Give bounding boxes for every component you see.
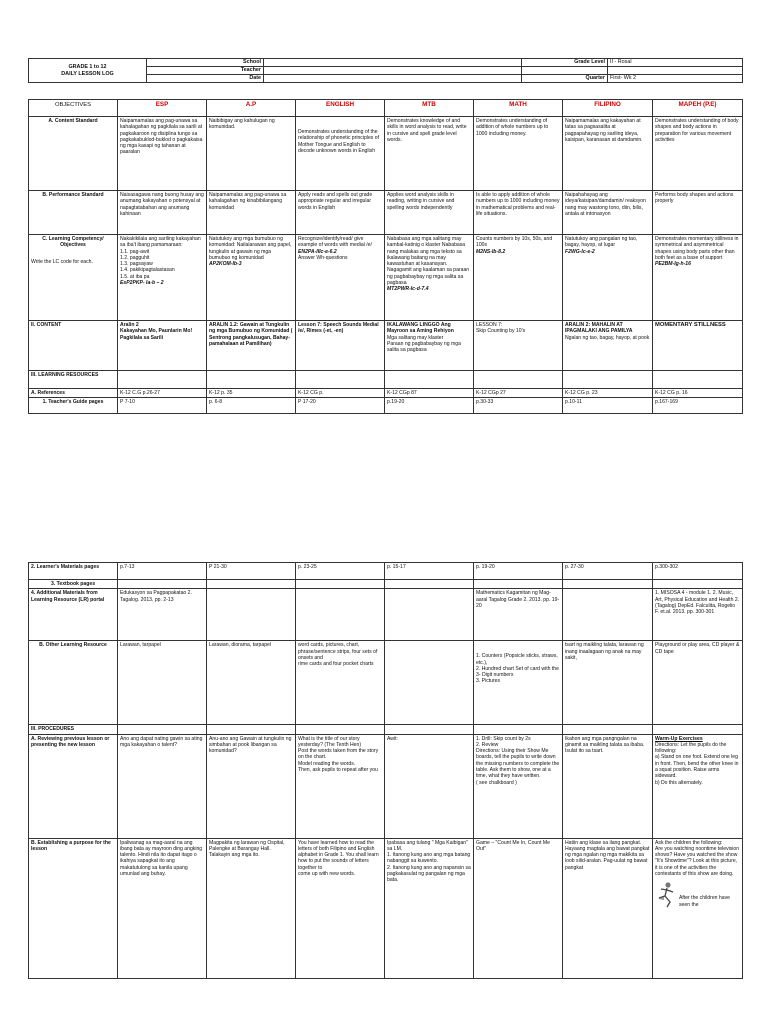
cell: K-12 CG p. xyxy=(296,389,385,398)
blank xyxy=(563,371,653,389)
row-label-reviewing: A. Reviewing previous lesson or presenting the new lesson xyxy=(29,734,118,838)
cell-text: Directions: Let the pupils do the following: a) Stand on one foot. Extend one leg in front. Then, bend the other knee in a squat position. Raise arms sideward. b) Do this alternately. xyxy=(655,741,739,786)
lc-code: EsP2PKP- Ia-b – 2 xyxy=(120,280,164,287)
cell: Applies word analysis skills in reading, writing in cursive and spelling words independently xyxy=(385,191,474,235)
cell: Demonstrates knowledge of and skills in word analysis to read, write in cursive and spell grade level words. xyxy=(385,117,474,191)
cell: Naisasagawa nang buong husay ang anumang kakayahan o potensyal at napagtatabahan ang anumang kahinaan xyxy=(118,191,207,235)
competency-note: Write the LC code for each. xyxy=(31,258,93,265)
cell: K-12 p. 35 xyxy=(207,389,296,398)
blank xyxy=(563,589,653,641)
blank xyxy=(385,641,474,725)
blank xyxy=(474,580,563,589)
cell: Awit: xyxy=(385,734,474,838)
blank xyxy=(608,67,743,75)
cell-text: Counts numbers by 10s, 50s, and 100s xyxy=(476,236,553,249)
cell: 1. Counters (Popsicle sticks, straws, etc.), 2. Hundred chart Set of card with the 3- Digit numbers 3. Pictures xyxy=(474,641,563,725)
row-label-establishing: B. Establishing a purpose for the lesson xyxy=(29,838,118,978)
objectives-header: OBJECTIVES xyxy=(29,100,118,117)
lesson-table-part2 xyxy=(28,562,743,979)
cell-text: ARALIN 2: MAHALIN AT IPAGMALAKI ANG PAMILYA xyxy=(565,322,633,335)
blank xyxy=(474,725,563,734)
log-title: DAILY LESSON LOG xyxy=(61,70,114,77)
blank xyxy=(563,580,653,589)
cell: Ikahon ang mga pangngalan na ginamit sa maikling talata sa ibaba. Isulat ito sa tsart. xyxy=(563,734,653,838)
cell: Ipabasa ang tulang " Mga Kaibigan" sa LM. 1. Itanong kung ano ang mga batang nabanggit sa kuwento. 2. Itanong kung ano ang napansin sa pagkakasulat ng pangalan ng mga bata. xyxy=(385,838,474,978)
subject-esp: ESP xyxy=(118,100,207,117)
cell-text: Answer Wh-questions xyxy=(298,254,348,261)
cell: ARALIN 1.2: Gawain at Tungkulin ng mga Bumubuo ng Komunidad ( Sentrong pangkalusugan, Bahay-pamahalaan at Pamilihan) xyxy=(207,321,296,371)
cell: Ipaliwanag sa mag-aaral na ang ibang bata ay mayroon ding angking talento. Hindi nila ito dapat itago o ikahiya sapagkat ito ang makatutulong sa kanila upang umunlad ang buhay. xyxy=(118,838,207,978)
cell: Demonstrates understanding of the relationship of phonetic principles of Mother Tongue and English to decode unknown words in English xyxy=(296,117,385,191)
row-label-performance-standard: B. Performance Standard xyxy=(29,191,118,235)
row-label-textbook: 3. Textbook pages xyxy=(29,580,118,589)
cell-title: Warm-Up Exercises xyxy=(655,735,703,742)
cell: Is able to apply addition of whole numbers up to 1000 including money in mathematical problems and real-life situations. xyxy=(474,191,563,235)
cell: K-12 C.G p.26-27 xyxy=(118,389,207,398)
row-label-teachers-guide: 1. Teacher's Guide pages xyxy=(29,398,118,414)
blank xyxy=(296,580,385,589)
cell xyxy=(563,235,653,321)
blank xyxy=(207,371,296,389)
subject-ap: A.P xyxy=(207,100,296,117)
blank xyxy=(522,67,608,75)
cell xyxy=(653,235,743,321)
school-label: School xyxy=(147,59,264,67)
cell: p. 27-30 xyxy=(563,563,653,580)
subject-english: ENGLISH xyxy=(296,100,385,117)
picture-row xyxy=(655,881,740,908)
date-label: Date xyxy=(147,75,264,83)
cell xyxy=(118,235,207,321)
blank xyxy=(207,589,296,641)
cell: p. 23-25 xyxy=(296,563,385,580)
cell: p.300-302 xyxy=(653,563,743,580)
cell: K-12 CGp 87 xyxy=(385,389,474,398)
cell: Naipamamalas ang kakayahan at tatas sa pagsasalita at pagpapahayag ng sariling ideya, kaisipan, karanasan at damdamin. xyxy=(563,117,653,191)
row-label-competency-cell xyxy=(29,235,118,321)
cell: Demonstrates understanding of body shapes and body actions in preparation for various movement activities xyxy=(653,117,743,191)
quarter-label: Quarter xyxy=(522,75,608,83)
row-label-additional: 4. Additional Materials from Learning Resource (LR) portal xyxy=(29,589,118,641)
cell-text: Nababasa ang mga salitang may kambal-katinig o klaster Nababasa nang malakas ang mga teksto sa ikalawang baitang na may kawastuhan at kasanayan. Nagagamit ang kaalaman sa paraan ng pagbabaybay ng mga salita sa pagbasa xyxy=(387,236,470,287)
header-table xyxy=(28,58,743,83)
subject-mapeh: MAPEH (P.E) xyxy=(653,100,743,117)
lc-code: MT2PWR-Ic-d-7.4 xyxy=(387,286,429,293)
row-label-learners-materials: 2. Learner's Materials pages xyxy=(29,563,118,580)
blank xyxy=(118,725,207,734)
cell: Edukasyon sa Pagpapakatao 2. Tagalog. 2013. pp. 2-13 xyxy=(118,589,207,641)
blank xyxy=(385,580,474,589)
cell: Performs body shapes and actions properly xyxy=(653,191,743,235)
log-title-cell xyxy=(29,59,147,83)
cell: p. 15-17 xyxy=(385,563,474,580)
cell-text: After the children have seen the xyxy=(679,895,730,908)
lc-code: AP2KOM-Ib-3 xyxy=(209,261,242,268)
cell: tsart ng maikling talata, larawan ng inang inaalagaan ng anak na may sakit, xyxy=(563,641,653,725)
cell xyxy=(653,734,743,838)
blank xyxy=(296,725,385,734)
cell: Anu-ano ang Gawain at tungkulin ng simbahan at pook libangan sa komunidad? xyxy=(207,734,296,838)
dancer-picture-icon xyxy=(655,881,677,909)
cell: P 7-10 xyxy=(118,398,207,414)
cell-text: Ngalan ng tao, bagay, hayop, at pook xyxy=(565,334,650,341)
cell: Naipamamalas ang pag-unawa sa kahalagahan ng kinabibilangang komunidad xyxy=(207,191,296,235)
grade-level-label: Grade Level xyxy=(522,59,608,67)
cell: What is the title of our story yesterday? (The Tenth Hen) Post the words taken from the story on the chart. Model reading the words. Then, ask pupils to repeat after you xyxy=(296,734,385,838)
cell: p. 6-8 xyxy=(207,398,296,414)
cell: Naipamamalas ang pag-unawa sa kahalagahan ng pagkilala sa sarili at pagkakaroon ng disiplina tungo sa pagkakabuklod-buklod o pagkakaisa ng mga kasapi ng tahanan at paaralan xyxy=(118,117,207,191)
blank xyxy=(474,371,563,389)
cell: 1. MISOSA 4 - module 1. 2. Music, Art, Physical Education and Health 2. (Tagalog) DepEd. Falculita, Rogelio F. et.al. 2013. pp. 300-301 xyxy=(653,589,743,641)
cell: Aralin 2 Kakayahan Mo, Paunlarin Mo! Pagkilala sa Sarili xyxy=(118,321,207,371)
cell: Apply reads and spells out grade appropriate regular and irregular words in English xyxy=(296,191,385,235)
blank xyxy=(207,580,296,589)
blank xyxy=(385,725,474,734)
row-label-content-standard: A. Content Standard xyxy=(29,117,118,191)
cell: p.19-20 xyxy=(385,398,474,414)
cell xyxy=(474,235,563,321)
blank xyxy=(653,371,743,389)
blank xyxy=(385,589,474,641)
cell: p.10-11 xyxy=(563,398,653,414)
cell xyxy=(653,838,743,978)
row-label-competency: C. Learning Competency/ Objectives xyxy=(42,236,104,249)
cell: p.7-13 xyxy=(118,563,207,580)
subject-mtb: MTB xyxy=(385,100,474,117)
lc-code: M2NS-Ib-8.2 xyxy=(476,248,506,255)
cell-text: Mga salitang may klaster Paraan ng pagbabaybay ng mga salita sa pagbasa xyxy=(387,334,461,354)
subject-filipino: FILIPINO xyxy=(563,100,653,117)
cell: MOMENTARY STILLNESS xyxy=(653,321,743,371)
cell-text: Natutukoy ang mga bumubuo ng komunidad: Nailalarawan ang papel, tungkulin at gawain ng mga bumubuo ng komunidad xyxy=(209,236,292,261)
teacher-value xyxy=(264,67,522,75)
cell-text: IKALAWANG LINGGO Ang Mayroon sa Aming Rehiyon xyxy=(387,322,454,335)
cell: P 21-30 xyxy=(207,563,296,580)
cell-text: Natutukoy ang pangalan ng tao, bagay, hayop, at lugar xyxy=(565,236,638,249)
cell-text: Nakakikilala ang sariling kakayahan sa iba't ibang pamamaraan: 1.1. pag-awit 1.2. pagguhit 1.3. pagsayaw 1.4. pakikipagtalastasan 1.5. at iba pa xyxy=(120,236,201,280)
cell: Magpakita ng larawan ng Ospital, Palengke at Barangay Hall. Talakayin ang mga ito. xyxy=(207,838,296,978)
cell: Naibibigay ang kahulugan ng komunidad. xyxy=(207,117,296,191)
blank xyxy=(563,725,653,734)
cell: K-12 CG p. 16 xyxy=(653,389,743,398)
blank xyxy=(296,371,385,389)
cell xyxy=(563,321,653,371)
cell: Playground or play area, CD player & CD tape xyxy=(653,641,743,725)
row-label-other-resources: B. Other Learning Resource xyxy=(29,641,118,725)
cell-text: Ask the children the following: Are you watching noontime television shows? Have you watched the show "It's Showtime"? Look at this picture, it is one of the activities the contestants of this show are doing. xyxy=(655,839,740,878)
blank xyxy=(385,371,474,389)
lesson-table-part1 xyxy=(28,99,743,414)
teacher-label: Teacher xyxy=(147,67,264,75)
cell: P 17-20 xyxy=(296,398,385,414)
cell-text: Demonstrates momentary stillness in symmetrical and asymmetrical shapes using body parts other than both feet as a base of support xyxy=(655,236,739,261)
cell: Lesson 7: Speech Sounds Medial /e/, Rimes (-et, -en) xyxy=(296,321,385,371)
quarter-value: First- Wk 2 xyxy=(608,75,743,83)
grade-range: GRADE 1 to 12 xyxy=(68,63,107,70)
cell: Game – "Count Me In, Count Me Out" xyxy=(474,838,563,978)
blank xyxy=(296,589,385,641)
cell: p. 19-20 xyxy=(474,563,563,580)
date-value xyxy=(264,75,522,83)
cell xyxy=(296,235,385,321)
row-label-content: II. CONTENT xyxy=(29,321,118,371)
cell: 1. Drill: Skip count by 2s 2. Review Directions: Using their Show Me boards, tell the pupils to write down the missing numbers to complete the table. Ask them to show, one at a time, what they have written. ( see chalkboard ) xyxy=(474,734,563,838)
cell: Larawan, tarpapel xyxy=(118,641,207,725)
cell xyxy=(207,235,296,321)
row-label-procedures: III. PROCEDURES xyxy=(29,725,118,734)
cell: p.167-169 xyxy=(653,398,743,414)
cell xyxy=(385,235,474,321)
cell: LESSON 7: Skip Counting by 10's xyxy=(474,321,563,371)
lc-code: EN2PA-IIIc-e-6.2 xyxy=(298,248,337,255)
cell: Ano ang dapat nating gawin sa ating mga kakayahan o talent? xyxy=(118,734,207,838)
cell: word cards, pictures, chart, phrase/sentence strips, four sets of onsets and rime cards and four pocket charts xyxy=(296,641,385,725)
cell: K-12 CGp 27 xyxy=(474,389,563,398)
cell: You have learned how to read the letters of both Filipino and English alphabet in Grade 1. You shall learn how to put the sounds of letters together to come up with new words. xyxy=(296,838,385,978)
blank xyxy=(653,725,743,734)
row-label-references: A. References xyxy=(29,389,118,398)
cell: Demonstrates understanding of addition of whole numbers up to 1000 including money. xyxy=(474,117,563,191)
cell: Hatiin ang klase sa ilang pangkat. Hayaang magtala ang bawat pangkat ng mga ngalan ng mga makikita sa loob silid-aralan. Pag-uulat ng bawat pangkat xyxy=(563,838,653,978)
row-label-learning-resources: III. LEARNING RESOURCES xyxy=(29,371,118,389)
cell-text: Recognize/identify/read/ give example of words with medial /e/ xyxy=(298,236,372,249)
blank xyxy=(118,580,207,589)
blank xyxy=(653,580,743,589)
cell: K-12 CG p. 23 xyxy=(563,389,653,398)
blank xyxy=(207,725,296,734)
cell: Mathematics Kagamitan ng Mag-aaral Tagalog Grade 2. 2013. pp. 19-20 xyxy=(474,589,563,641)
cell: p.30-33 xyxy=(474,398,563,414)
subject-math: MATH xyxy=(474,100,563,117)
cell xyxy=(385,321,474,371)
grade-level-value: II - Rosal xyxy=(608,59,743,67)
cell: Naipahahayag ang ideya/kaisipan/damdamin/ reaksyon nang may wastong tono, diin, bilis, antala at intonasyon xyxy=(563,191,653,235)
cell: Larawan, diorama, tarpapel xyxy=(207,641,296,725)
lc-code: F2WG-Ic-e-2 xyxy=(565,248,595,255)
blank xyxy=(118,371,207,389)
lc-code: PE2BM-Ig-h-16 xyxy=(655,261,691,268)
school-value xyxy=(264,59,522,67)
